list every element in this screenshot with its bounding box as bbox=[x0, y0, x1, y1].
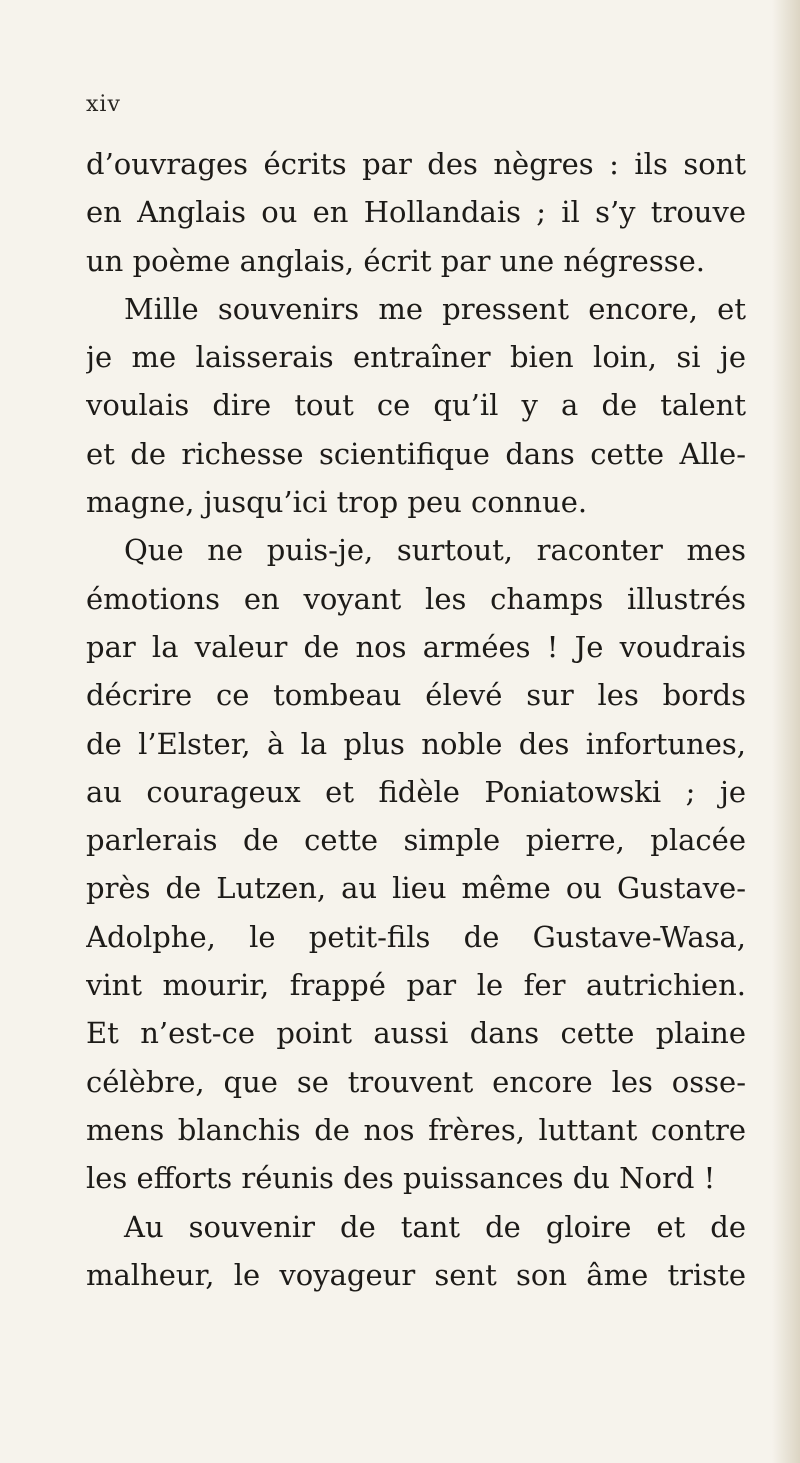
text-line: Au souvenir de tant de gloire et de bbox=[124, 1209, 746, 1244]
text-line: au courageux et fidèle Poniatowski ; je bbox=[86, 774, 746, 809]
text-line: un poème anglais, écrit par une négresse. bbox=[86, 243, 705, 278]
text-line: célèbre, que se trouvent encore les osse- bbox=[86, 1064, 746, 1099]
text-line: de l’Elster, à la plus noble des infortunes, bbox=[86, 726, 746, 761]
text-line: d’ouvrages écrits par des nègres : ils sont bbox=[86, 147, 746, 181]
text-line: en Anglais ou en Hollandais ; il s’y trouve bbox=[86, 195, 746, 230]
text-line: magne, jusqu’ici trop peu connue. bbox=[86, 485, 588, 520]
text-line: décrire ce tombeau élevé sur les bords bbox=[86, 678, 746, 713]
page-edge-shadow bbox=[772, 0, 800, 1463]
text-line: les efforts réunis des puissances du Nord ! bbox=[86, 1161, 716, 1196]
text-line: voulais dire tout ce qu’il y a de talent bbox=[86, 388, 746, 423]
text-line: émotions en voyant les champs illustrés bbox=[86, 581, 746, 616]
text-line: Adolphe, le petit-fils de Gustave-Wasa, bbox=[86, 919, 746, 954]
text-line: par la valeur de nos armées ! Je voudrais bbox=[86, 629, 746, 664]
text-line: Et n’est-ce point aussi dans cette plaine bbox=[86, 1016, 746, 1051]
body-text bbox=[86, 140, 746, 1299]
page-number: xiv bbox=[86, 92, 121, 117]
text-line: près de Lutzen, au lieu même ou Gustave- bbox=[86, 871, 746, 906]
text-line: mens blanchis de nos frères, luttant contre bbox=[86, 1112, 746, 1147]
text-line: parlerais de cette simple pierre, placée bbox=[86, 823, 746, 858]
text-line: Que ne puis-je, surtout, raconter mes bbox=[124, 533, 746, 568]
text-line: je me laisserais entraîner bien loin, si je bbox=[86, 340, 746, 375]
text-line: vint mourir, frappé par le fer autrichien. bbox=[86, 968, 746, 1003]
text-line: Mille souvenirs me pressent encore, et bbox=[124, 291, 746, 326]
text-line: et de richesse scientifique dans cette Alle- bbox=[86, 436, 746, 471]
text-line: malheur, le voyageur sent son âme triste bbox=[86, 1257, 746, 1292]
